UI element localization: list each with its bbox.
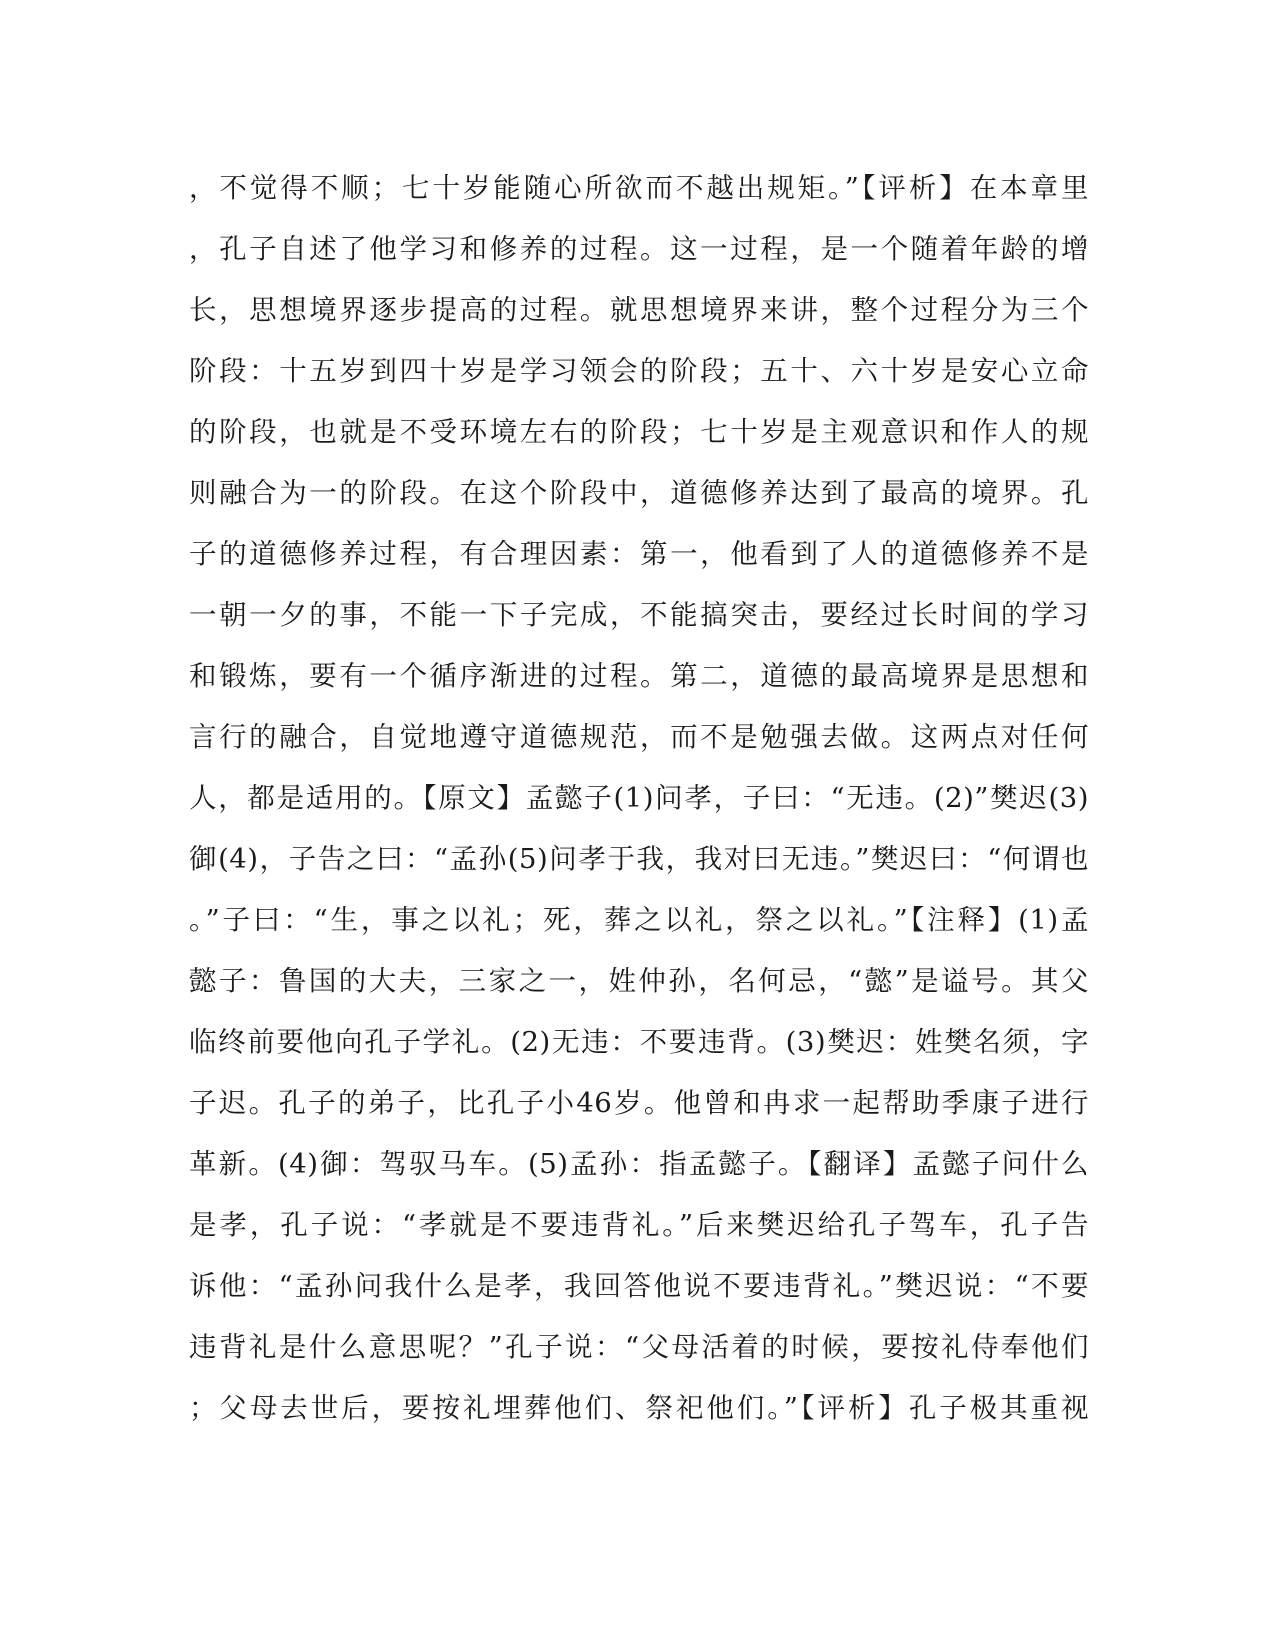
text-line: 违背礼是什么意思呢？”孔子说：“父母活着的时候，要按礼侍奉他们 (189, 1331, 1089, 1363)
text-line: 子的道德修养过程，有合理因素：第一，他看到了人的道德修养不是 (189, 538, 1089, 570)
text-line: 的阶段，也就是不受环境左右的阶段；七十岁是主观意识和作人的规 (189, 416, 1089, 448)
text-line: 长，思想境界逐步提高的过程。就思想境界来讲，整个过程分为三个 (189, 294, 1089, 326)
text-line: 则融合为一的阶段。在这个阶段中，道德修养达到了最高的境界。孔 (189, 477, 1089, 509)
text-line: ，孔子自述了他学习和修养的过程。这一过程，是一个随着年龄的增 (189, 233, 1089, 265)
text-line: 懿子：鲁国的大夫，三家之一，姓仲孙，名何忌，“懿”是谥号。其父 (189, 965, 1089, 997)
text-line: ；父母去世后，要按礼埋葬他们、祭祀他们。”【评析】孔子极其重视 (189, 1392, 1089, 1424)
text-line: ，不觉得不顺；七十岁能随心所欲而不越出规矩。”【评析】在本章里 (189, 172, 1089, 204)
text-line: 是孝，孔子说：“孝就是不要违背礼。”后来樊迟给孔子驾车，孔子告 (189, 1209, 1089, 1241)
text-line: 革新。(4)御：驾驭马车。(5)孟孙：指孟懿子。【翻译】孟懿子问什么 (189, 1148, 1089, 1180)
text-line: 子迟。孔子的弟子，比孔子小46岁。他曾和冉求一起帮助季康子进行 (189, 1087, 1089, 1119)
text-line: 诉他：“孟孙问我什么是孝，我回答他说不要违背礼。”樊迟说：“不要 (189, 1270, 1089, 1302)
text-line: 临终前要他向孔子学礼。(2)无违：不要违背。(3)樊迟：姓樊名须，字 (189, 1026, 1089, 1058)
text-line: 和锻炼，要有一个循序渐进的过程。第二，道德的最高境界是思想和 (189, 660, 1089, 692)
text-line: 人，都是适用的。【原文】孟懿子(1)问孝，子曰：“无违。(2)”樊迟(3) (189, 782, 1089, 814)
text-line: 。”子曰：“生，事之以礼；死，葬之以礼，祭之以礼。”【注释】(1)孟 (189, 904, 1089, 936)
text-line: 御(4)，子告之曰：“孟孙(5)问孝于我，我对曰无违。”樊迟曰：“何谓也 (189, 843, 1089, 875)
text-line: 一朝一夕的事，不能一下子完成，不能搞突击，要经过长时间的学习 (189, 599, 1089, 631)
text-line: 言行的融合，自觉地遵守道德规范，而不是勉强去做。这两点对任何 (189, 721, 1089, 753)
body-text (189, 158, 1089, 1439)
text-line: 阶段：十五岁到四十岁是学习领会的阶段；五十、六十岁是安心立命 (189, 355, 1089, 387)
